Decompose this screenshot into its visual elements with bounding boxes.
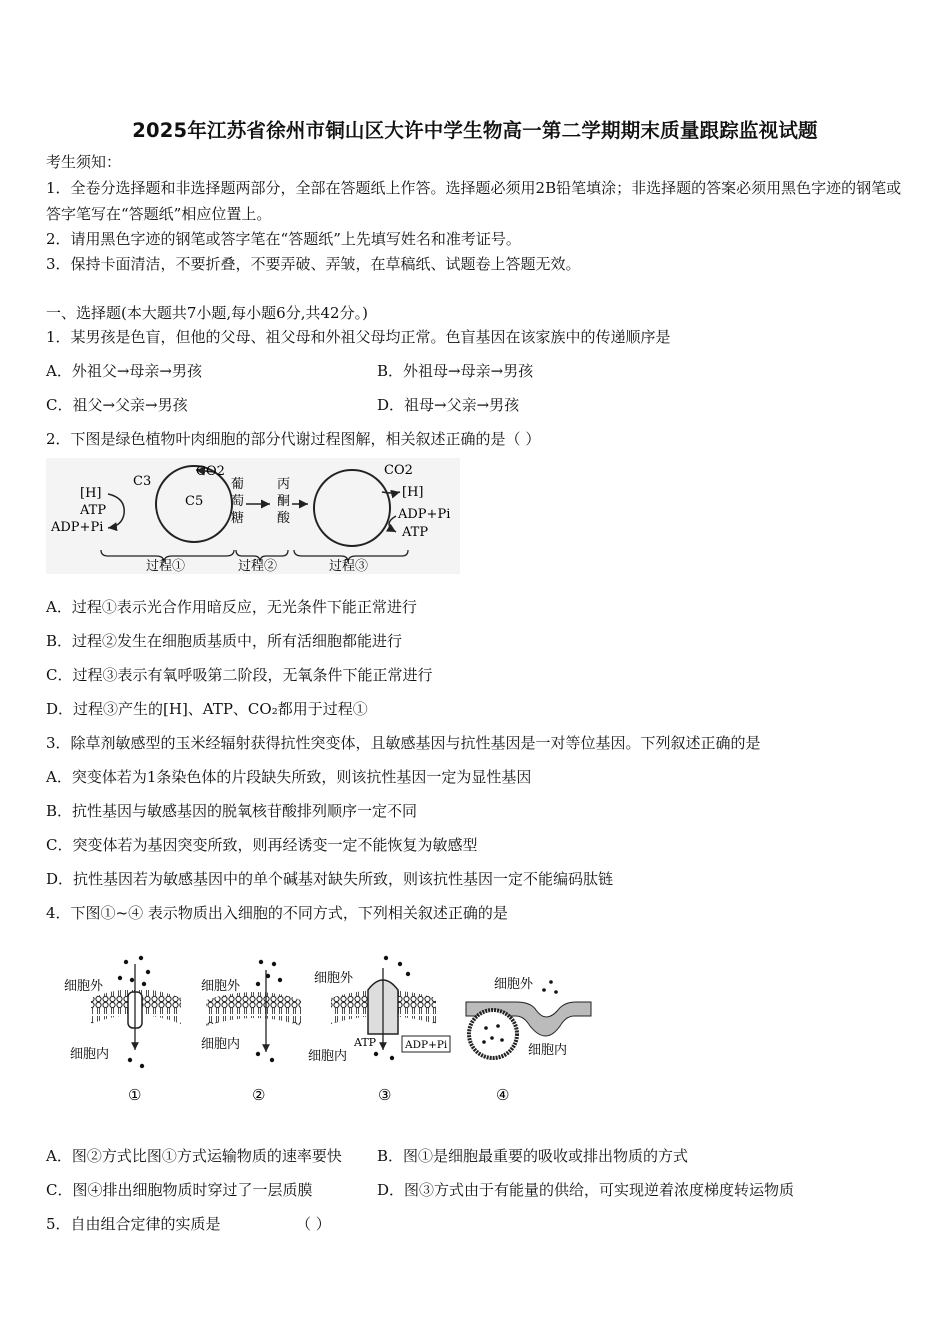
panel-2 [201,960,301,1104]
pyruvate-char-1: 丙 [277,477,291,492]
adp-right-label: ADP+Pi [398,507,451,522]
panel2-membrane [206,992,301,1026]
co2-right-label: CO2 [384,463,413,478]
q5-answer-blank: （ ） [296,1215,331,1233]
panel3-inside-label: 细胞内 [308,1049,348,1064]
q4-option-c: C．图④排出细胞物质时穿过了一层质膜 [46,1181,313,1199]
panel-1 [64,956,181,1104]
q1-option-d: D．祖母→父亲→男孩 [377,396,520,414]
panel3-atp-label: ATP [354,1036,377,1049]
q5-stem: 5．自由组合定律的实质是 [46,1215,221,1233]
exam-title: 2025年江苏省徐州市铜山区大许中学生物高一第二学期期末质量跟踪监视试题 [132,119,818,142]
panel3-number: ③ [378,1086,392,1104]
q3-option-b: B．抗性基因与敏感基因的脱氧核苷酸排列顺序一定不同 [46,802,418,820]
q2-figure-svg [46,458,460,574]
c3-label: C3 [133,474,152,489]
panel2-outside-label: 细胞外 [201,979,241,994]
panel3-adp-label: ADP+Pi [405,1039,448,1051]
panel4-inside-label: 细胞内 [528,1043,568,1058]
section-heading: 一、选择题(本大题共7小题,每小题6分,共42分。) [46,304,368,322]
pyruvate-char-3: 酸 [277,511,291,526]
process1-label: 过程① [146,559,186,574]
atp-left-label: ATP [80,503,107,518]
q4-option-b: B．图①是细胞最重要的吸收或排出物质的方式 [377,1147,689,1165]
q2-option-d: D．过程③产生的[H]、ATP、CO₂都用于过程① [46,700,368,718]
q4-option-d: D．图③方式由于有能量的供给，可实现逆着浓度梯度转运物质 [377,1181,795,1199]
pyruvate-char-2: 酮 [277,494,291,509]
q3-option-d: D．抗性基因若为敏感基因中的单个碱基对缺失所致，则该抗性基因一定不能编码肽链 [46,870,614,888]
panel2-inside-label: 细胞内 [201,1037,241,1052]
q3-option-c: C．突变体若为基因突变所致，则再经诱变一定不能恢复为敏感型 [46,836,478,854]
q4-option-a: A．图②方式比图①方式运输物质的速率要快 [46,1147,342,1165]
panel1-outside-label: 细胞外 [64,979,104,994]
panel3-outside-label: 细胞外 [314,971,354,986]
panel4-outside-label: 细胞外 [494,977,534,992]
panel-4 [466,977,591,1104]
q4-figure-svg [46,950,606,1110]
panel4-number: ④ [496,1086,510,1104]
notice-item-1: 1．全卷分选择题和非选择题两部分，全部在答题纸上作答。选择题必须用2B铅笔填涂；非选择题的答案必须用黑色字迹的钢笔或答字笔写在“答题纸”相应位置上。 [46,179,902,223]
process2-label: 过程② [238,559,278,574]
q2-option-a: A．过程①表示光合作用暗反应，无光条件下能正常进行 [46,598,417,616]
c5-label: C5 [185,494,204,509]
panel2-number: ② [252,1086,266,1104]
q4-stem: 4．下图①~④ 表示物质出入细胞的不同方式，下列相关叙述正确的是 [46,904,508,922]
h-right-label: [H] [402,485,424,500]
notice-item-2: 2．请用黑色字迹的钢笔或答字笔在“答题纸”上先填写姓名和准考证号。 [46,230,521,248]
q2-metabolism-figure [46,458,460,574]
q2-option-b: B．过程②发生在细胞质基质中，所有活细胞都能进行 [46,632,403,650]
q4-transport-figure [46,950,606,1110]
q2-stem: 2．下图是绿色植物叶肉细胞的部分代谢过程图解，相关叙述正确的是（ ） [46,430,541,448]
q1-stem: 1．某男孩是色盲，但他的父母、祖父母和外祖父母均正常。色盲基因在该家族中的传递顺序是 [46,328,671,346]
adp-left-label: ADP+Pi [51,520,104,535]
panel4-vesicle [469,1010,517,1058]
notice-item-3: 3．保持卡面清洁，不要折叠，不要弄破、弄皱，在草稿纸、试题卷上答题无效。 [46,255,581,273]
glucose-char-2: 萄 [231,494,245,509]
glucose-char-1: 葡 [231,477,245,492]
co2-left-label: CO2 [196,464,225,479]
q1-option-a: A．外祖父→母亲→男孩 [46,362,202,380]
q3-stem: 3．除草剂敏感型的玉米经辐射获得抗性突变体，且敏感基因与抗性基因是一对等位基因。下列叙述正确的是 [46,734,761,752]
panel1-number: ① [128,1086,142,1104]
glucose-char-3: 糖 [231,511,245,526]
q3-option-a: A．突变体若为1条染色体的片段缺失所致，则该抗性基因一定为显性基因 [46,768,532,786]
q2-option-c: C．过程③表示有氧呼吸第二阶段，无氧条件下能正常进行 [46,666,433,684]
panel-3 [308,956,450,1104]
q1-option-c: C．祖父→父亲→男孩 [46,396,188,414]
process3-label: 过程③ [329,559,369,574]
h-left-label: [H] [80,486,102,501]
q1-option-b: B．外祖母→母亲→男孩 [377,362,534,380]
atp-right-label: ATP [402,525,429,540]
panel1-inside-label: 细胞内 [70,1047,110,1062]
notice-heading: 考生须知： [46,153,122,171]
